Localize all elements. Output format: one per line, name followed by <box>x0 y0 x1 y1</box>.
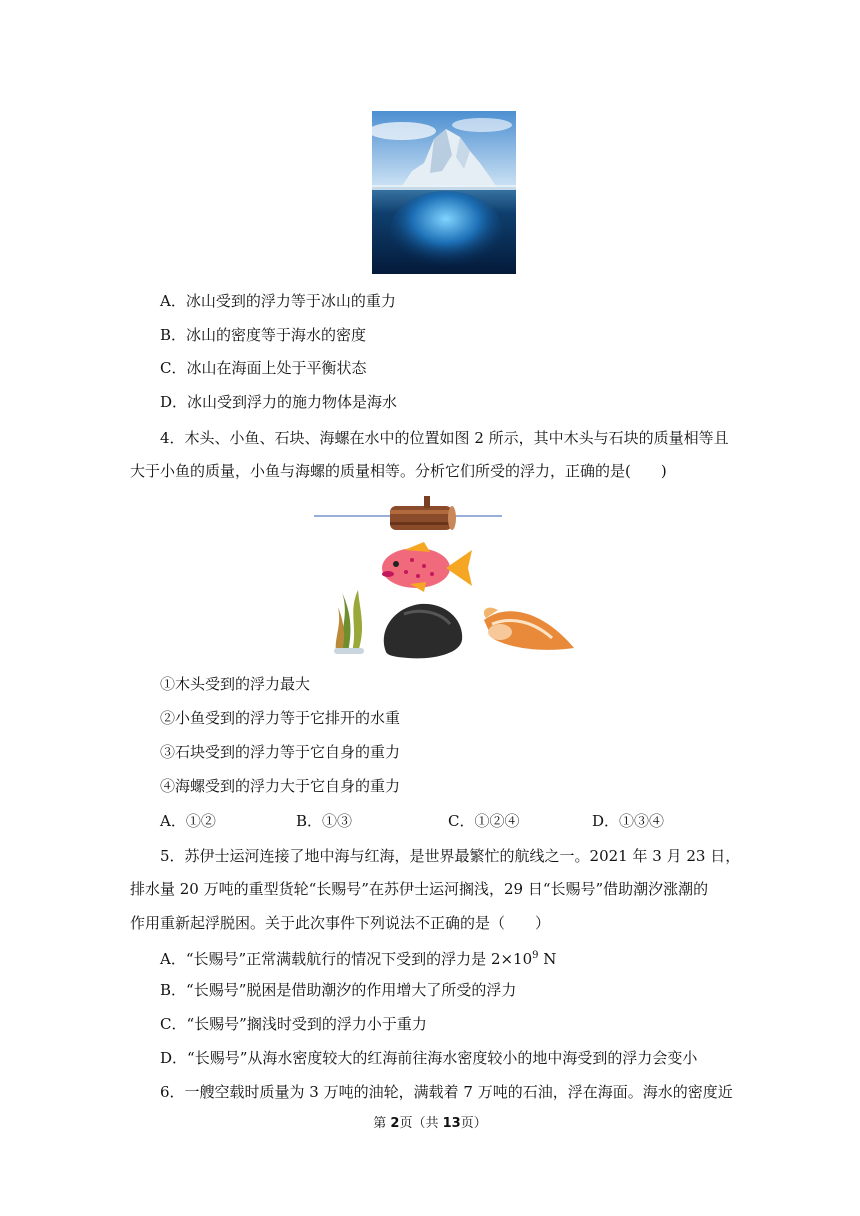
q4-option-c: C．①②④ <box>448 812 520 830</box>
footer-middle: 页（共 <box>399 1116 443 1131</box>
q5-option-c: C．“长赐号”搁浅时受到的浮力小于重力 <box>160 1015 427 1033</box>
q5-option-a-text: A．“长赐号”正常满载航行的情况下受到的浮力是 2×10 <box>160 950 533 968</box>
q3-option-b: B．冰山的密度等于海水的密度 <box>160 326 367 344</box>
wood-log-icon <box>390 496 456 530</box>
q5-option-a <box>160 946 556 969</box>
q4-stem-line-2: 大于小鱼的质量，小鱼与海螺的质量相等。分析它们所受的浮力，正确的是( ) <box>130 462 667 480</box>
q5-option-a-unit: N <box>538 950 557 968</box>
footer-prefix: 第 <box>373 1116 391 1131</box>
q4-figure <box>312 492 580 662</box>
q4-option-d: D．①③④ <box>592 812 665 830</box>
q4-option-b: B．①③ <box>296 812 353 830</box>
q4-statement-1: ①木头受到的浮力最大 <box>160 675 311 693</box>
q4-statement-4: ④海螺受到的浮力大于它自身的重力 <box>160 777 401 795</box>
conch-shell-icon <box>484 608 574 650</box>
iceberg-figure <box>372 111 516 274</box>
q4-option-a: A．①② <box>160 812 216 830</box>
footer-page-number: 2 <box>390 1116 400 1131</box>
q4-stem-line-1: 4．木头、小鱼、石块、海螺在水中的位置如图 2 所示，其中木头与石块的质量相等且 <box>160 429 729 447</box>
q4-statement-3: ③石块受到的浮力等于它自身的重力 <box>160 743 401 761</box>
page-footer <box>0 1112 860 1131</box>
seaweed-icon <box>334 590 364 654</box>
q5-option-d: D．“长赐号”从海水密度较大的红海前往海水密度较小的地中海受到的浮力会变小 <box>160 1049 698 1067</box>
q3-option-d: D．冰山受到浮力的施力物体是海水 <box>160 393 398 411</box>
q3-option-a: A．冰山受到的浮力等于冰山的重力 <box>160 292 396 310</box>
q5-stem-line-1: 5．苏伊士运河连接了地中海与红海，是世界最繁忙的航线之一。2021 年 3 月 23 日， <box>160 847 741 865</box>
q5-option-b: B．“长赐号”脱困是借助潮汐的作用增大了所受的浮力 <box>160 981 517 999</box>
footer-suffix: 页） <box>460 1116 487 1131</box>
q5-stem-line-2: 排水量 20 万吨的重型货轮“长赐号”在苏伊士运河搁浅，29 日“长赐号”借助潮汐涨潮的 <box>130 880 709 898</box>
fish-icon <box>382 542 472 592</box>
q6-stem-line-1: 6．一艘空载时质量为 3 万吨的油轮，满载着 7 万吨的石油，浮在海面。海水的密度近 <box>160 1083 733 1101</box>
q4-options <box>160 811 700 831</box>
q4-statement-2: ②小鱼受到的浮力等于它排开的水重 <box>160 709 401 727</box>
q5-option-a-exponent: 9 <box>532 950 539 961</box>
footer-total-pages: 13 <box>442 1116 461 1131</box>
q3-option-c: C．冰山在海面上处于平衡状态 <box>160 359 367 377</box>
rock-icon <box>384 604 462 659</box>
q5-stem-line-3: 作用重新起浮脱困。关于此次事件下列说法不正确的是（ ） <box>130 914 551 932</box>
